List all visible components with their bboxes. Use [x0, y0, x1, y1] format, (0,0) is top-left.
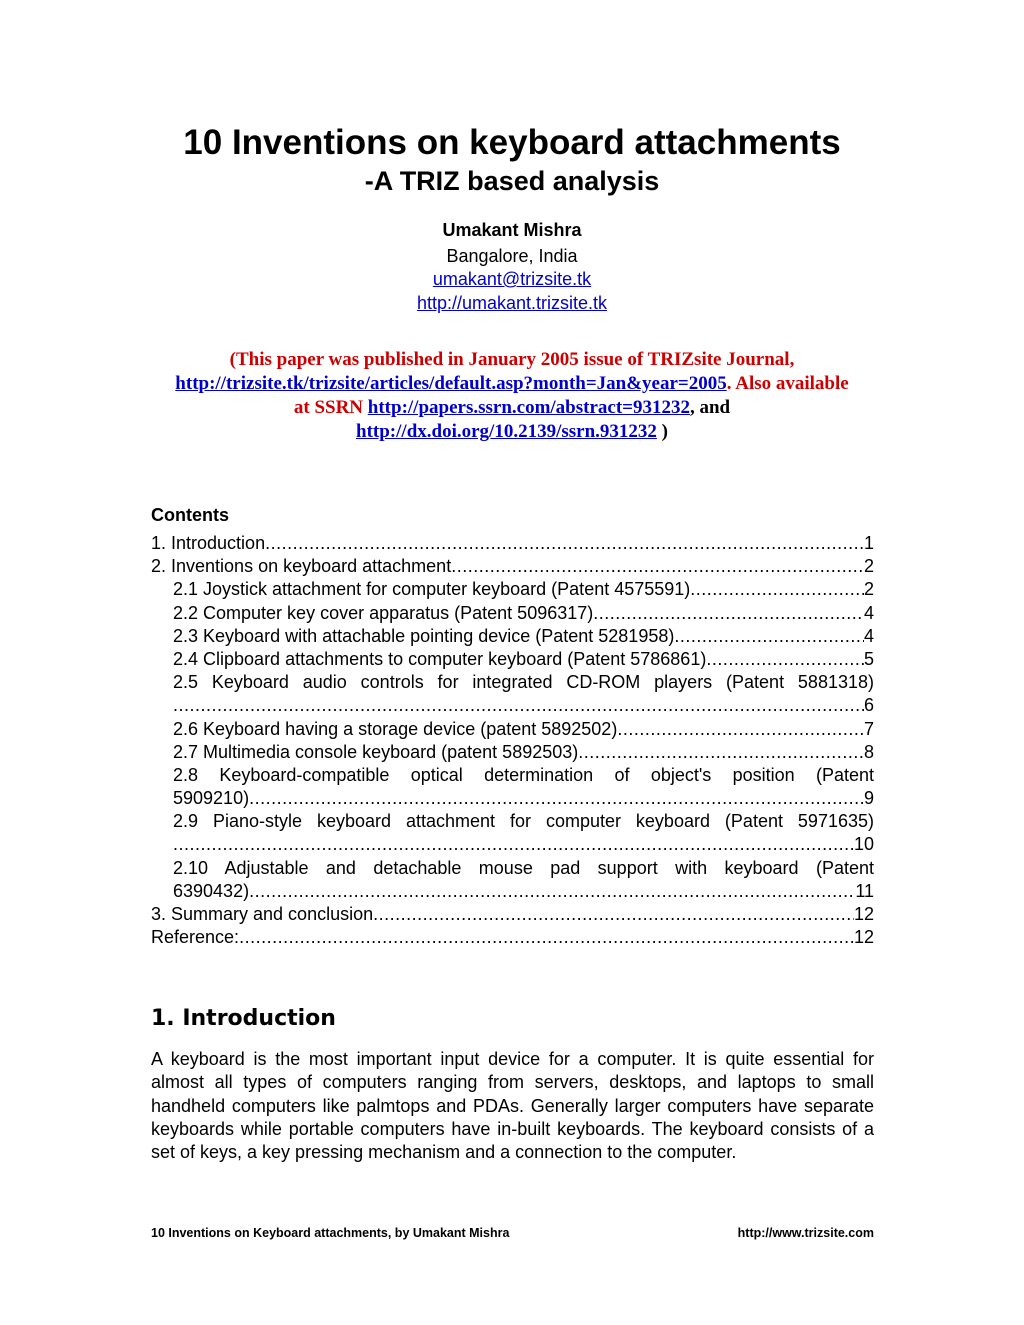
toc-entry-2-3[interactable]: 2.3 Keyboard with attachable pointing device (Patent 5281958) ..... 4: [151, 625, 874, 648]
pubnote-ssrn-label: at SSRN: [293, 397, 368, 418]
toc-entry-2-7[interactable]: 2.7 Multimedia console keyboard (patent 5892503) ..... 8: [151, 741, 874, 764]
paper-subtitle: -A TRIZ based analysis: [364, 166, 660, 196]
paper-title: 10 Inventions on keyboard attachments: [183, 123, 841, 162]
toc-entry-introduction[interactable]: 1. Introduction ..... 1: [151, 532, 874, 555]
pubnote-line1: (This paper was published in January 2005 issue of TRIZsite Journal,: [229, 349, 795, 370]
table-of-contents: [151, 532, 874, 949]
toc-entry-2-10-page[interactable]: 6390432) ..... 11: [151, 880, 874, 903]
toc-entry-2-8[interactable]: 2.8 Keyboard-compatible optical determination of object's position (Patent: [173, 764, 874, 785]
toc-entry-2-5-page[interactable]: ..... 6: [151, 694, 874, 717]
footer-url[interactable]: http://www.trizsite.com: [737, 1226, 874, 1240]
email-line: [0, 268, 1024, 290]
toc-entry-2-9[interactable]: 2.9 Piano-style keyboard attachment for computer keyboard (Patent 5971635): [173, 811, 874, 832]
website-line: [0, 292, 1024, 314]
toc-entry-inventions[interactable]: 2. Inventions on keyboard attachment ..... 2: [151, 555, 874, 578]
toc-entry-2-9-page[interactable]: ..... 10: [151, 833, 874, 856]
toc-entry-summary[interactable]: 3. Summary and conclusion ..... 12: [151, 903, 874, 926]
pubnote-also: . Also available: [726, 373, 849, 394]
footer-left-text: 10 Inventions on Keyboard attachments, by Umakant Mishra: [151, 1226, 510, 1240]
author-name: Umakant Mishra: [442, 220, 582, 240]
toc-entry-2-8-page[interactable]: 5909210) ..... 9: [151, 787, 874, 810]
website-link[interactable]: http://umakant.trizsite.tk: [416, 293, 608, 313]
publication-note: [140, 348, 884, 444]
toc-entry-2-4[interactable]: 2.4 Clipboard attachments to computer keyboard (Patent 5786861) ..... 5: [151, 648, 874, 671]
introduction-heading: 1. Introduction: [151, 1006, 336, 1031]
doi-link[interactable]: http://dx.doi.org/10.2139/ssrn.931232: [356, 421, 657, 442]
toc-entry-2-10[interactable]: 2.10 Adjustable and detachable mouse pad support with keyboard (Patent: [173, 857, 874, 878]
author-location: Bangalore, India: [446, 246, 578, 266]
ssrn-link[interactable]: http://papers.ssrn.com/abstract=931232: [367, 397, 690, 418]
introduction-paragraph: A keyboard is the most important input device for a computer. It is quite essential for almost all types of computers ranging from servers, desktops, and laptops to small handheld computers like palmtops and PDAs. Generally larger computers have separate keyboards while portable computers have in-built keyboards. The keyboard consists of a set of keys, a key pressing mechanism and a connection to the computer.: [151, 1049, 874, 1163]
pubnote-closing: ): [656, 421, 668, 442]
journal-link[interactable]: http://trizsite.tk/trizsite/articles/default.asp?month=Jan&year=2005: [175, 373, 727, 394]
toc-entry-2-2[interactable]: 2.2 Computer key cover apparatus (Patent 5096317) ..... 4: [151, 602, 874, 625]
contents-heading: Contents: [151, 505, 229, 525]
toc-entry-2-6[interactable]: 2.6 Keyboard having a storage device (patent 5892502) ..... 7: [151, 718, 874, 741]
pubnote-and: , and: [689, 397, 731, 418]
email-link[interactable]: umakant@trizsite.tk: [432, 269, 592, 289]
toc-entry-2-5[interactable]: 2.5 Keyboard audio controls for integrated CD-ROM players (Patent 5881318): [173, 672, 874, 693]
toc-entry-2-1[interactable]: 2.1 Joystick attachment for computer keyboard (Patent 4575591) ..... 2: [151, 578, 874, 601]
toc-entry-reference[interactable]: Reference: ..... 12: [151, 926, 874, 949]
